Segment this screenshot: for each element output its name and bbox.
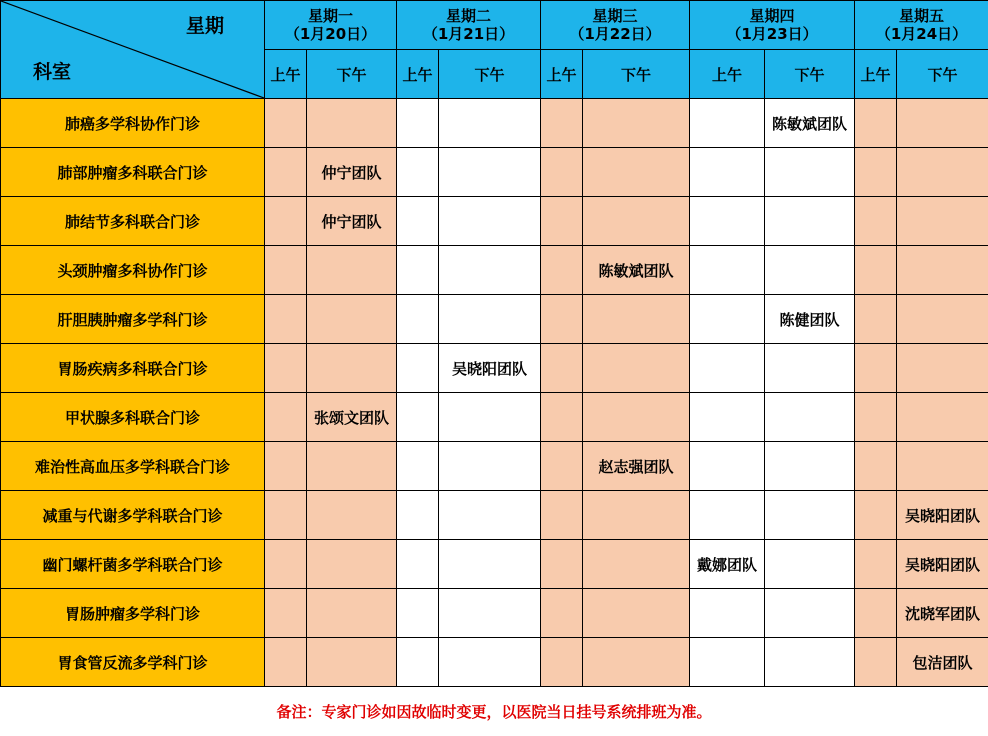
day-name: 星期一 [307,7,353,25]
schedule-slot [397,148,439,197]
day-header-thu [690,1,855,50]
schedule-slot [897,393,988,442]
schedule-slot [690,99,765,148]
schedule-slot [765,442,855,491]
schedule-slot [583,589,690,638]
schedule-slot [583,99,690,148]
day-name: 星期二 [445,7,491,25]
department-name: 肺结节多科联合门诊 [1,197,265,246]
schedule-note: 备注：专家门诊如因故临时变更，以医院当日挂号系统排班为准。 [276,703,712,721]
schedule-row [1,197,988,246]
schedule-slot [690,638,765,687]
schedule-slot [439,442,541,491]
schedule-slot [541,246,583,295]
department-name: 肝胆胰肿瘤多学科门诊 [1,295,265,344]
pm-header: 下午 [897,50,988,99]
schedule-row [1,246,988,295]
schedule-slot [439,638,541,687]
schedule-slot [583,540,690,589]
schedule-slot [307,540,397,589]
schedule-slot [897,99,988,148]
day-date: （1月23日） [726,25,818,43]
schedule-slot [397,589,439,638]
department-label: 科室 [33,61,72,83]
department-name: 减重与代谢多学科联合门诊 [1,491,265,540]
day-header-mon [265,1,397,50]
schedule-slot [265,344,307,393]
schedule-slot [265,638,307,687]
schedule-slot [439,295,541,344]
schedule-slot [897,442,988,491]
am-header: 上午 [397,50,439,99]
am-header: 上午 [855,50,897,99]
schedule-slot [583,344,690,393]
schedule-row [1,491,988,540]
schedule-slot [397,638,439,687]
schedule-slot [855,589,897,638]
schedule-slot [265,246,307,295]
schedule-slot [439,589,541,638]
schedule-slot [541,442,583,491]
schedule-row [1,393,988,442]
department-name: 胃肠疾病多科联合门诊 [1,344,265,393]
schedule-slot [765,197,855,246]
schedule-slot [265,295,307,344]
schedule-slot [397,295,439,344]
schedule-slot [583,491,690,540]
schedule-slot [541,393,583,442]
schedule-row [1,638,988,687]
schedule-slot [397,442,439,491]
schedule-slot [265,148,307,197]
schedule-slot [397,99,439,148]
schedule-slot [541,638,583,687]
schedule-slot [397,344,439,393]
schedule-slot [439,540,541,589]
department-name: 头颈肿瘤多科协作门诊 [1,246,265,295]
schedule-slot [583,295,690,344]
schedule-slot [265,197,307,246]
department-name: 胃肠肿瘤多学科门诊 [1,589,265,638]
schedule-slot [855,442,897,491]
schedule-slot [439,197,541,246]
schedule-slot [397,246,439,295]
department-name: 幽门螺杆菌多学科联合门诊 [1,540,265,589]
schedule-slot [765,540,855,589]
schedule-slot [439,99,541,148]
schedule-slot [690,197,765,246]
schedule-slot [265,442,307,491]
schedule-slot: 陈敏斌团队 [765,99,855,148]
schedule-slot: 包洁团队 [897,638,988,687]
schedule-slot [307,99,397,148]
schedule-slot [690,442,765,491]
schedule-slot [541,99,583,148]
schedule-slot: 沈晓军团队 [897,589,988,638]
schedule-slot [855,393,897,442]
schedule-slot [397,393,439,442]
schedule-slot [583,148,690,197]
schedule-slot [397,540,439,589]
schedule-slot [690,246,765,295]
schedule-slot [265,589,307,638]
schedule-slot [765,344,855,393]
schedule-row [1,442,988,491]
day-header-wed [541,1,690,50]
schedule-row [1,589,988,638]
am-header: 上午 [541,50,583,99]
pm-header: 下午 [307,50,397,99]
pm-header: 下午 [583,50,690,99]
department-name: 难治性高血压多学科联合门诊 [1,442,265,491]
header-corner-cell [1,1,265,99]
schedule-slot [583,393,690,442]
schedule-slot [307,246,397,295]
schedule-slot [897,246,988,295]
schedule-slot [855,148,897,197]
day-date: （1月20日） [284,25,377,43]
schedule-slot [265,393,307,442]
schedule-slot [265,540,307,589]
schedule-slot: 戴娜团队 [690,540,765,589]
schedule-slot [765,638,855,687]
schedule-row [1,99,988,148]
schedule-slot [583,638,690,687]
schedule-row [1,295,988,344]
schedule-slot [307,589,397,638]
department-name: 甲状腺多科联合门诊 [1,393,265,442]
schedule-slot [307,295,397,344]
schedule-slot [855,540,897,589]
day-name: 星期四 [749,7,795,25]
schedule-slot: 吴晓阳团队 [439,344,541,393]
schedule-slot [439,246,541,295]
schedule-slot [690,295,765,344]
pm-header: 下午 [439,50,541,99]
schedule-slot: 张颂文团队 [307,393,397,442]
schedule-slot [690,589,765,638]
schedule-slot: 吴晓阳团队 [897,491,988,540]
am-header: 上午 [265,50,307,99]
schedule-slot [855,491,897,540]
day-date: （1月24日） [875,25,968,43]
schedule-slot [765,246,855,295]
schedule-slot: 陈敏斌团队 [583,246,690,295]
schedule-slot: 赵志强团队 [583,442,690,491]
schedule-slot: 仲宁团队 [307,148,397,197]
schedule-slot [265,99,307,148]
day-header-fri [855,1,988,50]
schedule-slot [541,540,583,589]
note-bar [0,687,988,736]
schedule-slot [855,295,897,344]
am-header: 上午 [690,50,765,99]
schedule-slot [897,197,988,246]
schedule-slot [439,491,541,540]
schedule-slot [541,148,583,197]
schedule-slot [541,197,583,246]
day-name: 星期五 [898,7,944,25]
week-label: 星期 [185,15,224,37]
schedule-slot: 陈健团队 [765,295,855,344]
schedule-body [1,99,988,687]
schedule-slot [897,295,988,344]
day-date: （1月21日） [422,25,515,43]
schedule-slot [855,638,897,687]
schedule-slot [397,491,439,540]
schedule-slot [855,344,897,393]
schedule-slot [765,148,855,197]
schedule-slot [855,246,897,295]
schedule-slot [583,197,690,246]
schedule-slot [855,197,897,246]
schedule-row [1,148,988,197]
schedule-slot [541,491,583,540]
schedule-slot [541,344,583,393]
schedule-slot [541,295,583,344]
day-header-row [1,1,988,50]
schedule-slot [439,393,541,442]
schedule-slot [690,148,765,197]
schedule-slot [541,589,583,638]
day-name: 星期三 [592,7,638,25]
schedule-row [1,344,988,393]
department-name: 胃食管反流多学科门诊 [1,638,265,687]
schedule-slot [307,442,397,491]
schedule-slot [765,589,855,638]
schedule-slot [397,197,439,246]
schedule-slot [765,491,855,540]
schedule-slot [307,491,397,540]
schedule-slot [265,491,307,540]
schedule-slot [439,148,541,197]
pm-header: 下午 [765,50,855,99]
schedule-slot: 仲宁团队 [307,197,397,246]
department-name: 肺癌多学科协作门诊 [1,99,265,148]
schedule-slot [897,148,988,197]
schedule-slot [690,393,765,442]
schedule-slot [765,393,855,442]
schedule-slot [897,344,988,393]
schedule-slot [307,344,397,393]
schedule-slot [855,99,897,148]
schedule-row [1,540,988,589]
day-header-tue [397,1,541,50]
department-name: 肺部肿瘤多科联合门诊 [1,148,265,197]
schedule-slot [690,491,765,540]
schedule-slot [690,344,765,393]
schedule-slot [307,638,397,687]
schedule-slot: 吴晓阳团队 [897,540,988,589]
day-date: （1月22日） [569,25,661,43]
